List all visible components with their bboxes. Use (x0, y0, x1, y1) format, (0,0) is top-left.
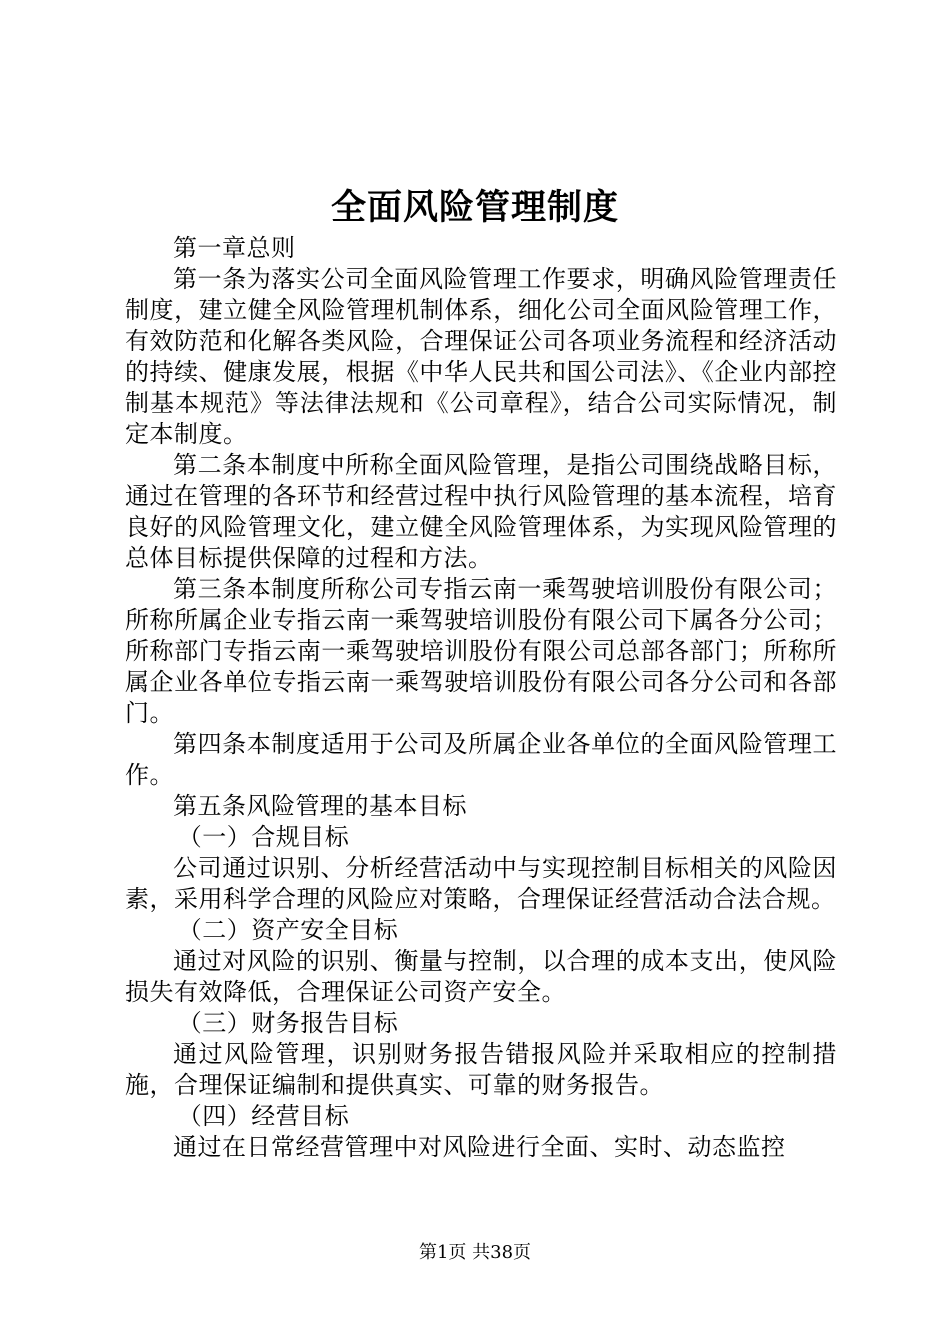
goal-1-heading: （一）合规目标 (177, 823, 350, 851)
article-1: 第一条为落实公司全面风险管理工作要求，明确风险管理责任制度，建立健全风险管理机制体系，细化公司全面风险管理工作，有效防范和化解各类风险，合理保证公司各项业务流程和经济活动的持续、健康发展，根据《中华人民共和国公司法》、《企业内部控制基本规范》等法律法规和《公司章程》，结合公司实际情况，制定本制度。 (125, 265, 837, 448)
document-body (125, 233, 837, 1163)
article-5: 第五条风险管理的基本目标 (173, 792, 467, 820)
article-4: 第四条本制度适用于公司及所属企业各单位的全面风险管理工作。 (125, 730, 837, 789)
goal-4-heading: （四）经营目标 (177, 1102, 350, 1130)
goal-1-text: 公司通过识别、分析经营活动中与实现控制目标相关的风险因素，采用科学合理的风险应对策略，合理保证经营活动合法合规。 (125, 854, 837, 913)
goal-2-heading: （二）资产安全目标 (177, 916, 399, 944)
goal-4-text: 通过在日常经营管理中对风险进行全面、实时、动态监控 (173, 1133, 786, 1161)
goal-2-text: 通过对风险的识别、衡量与控制，以合理的成本支出，使风险损失有效降低，合理保证公司资产安全。 (125, 947, 837, 1006)
document-title: 全面风险管理制度 (330, 188, 619, 228)
chapter-heading: 第一章总则 (173, 234, 296, 262)
article-3: 第三条本制度所称公司专指云南一乘驾驶培训股份有限公司；所称所属企业专指云南一乘驾驶培训股份有限公司下属各分公司；所称部门专指云南一乘驾驶培训股份有限公司总部各部门；所称所属企业各单位专指云南一乘驾驶培训股份有限公司各分公司和各部门。 (125, 575, 837, 727)
goal-3-text: 通过风险管理，识别财务报告错报风险并采取相应的控制措施，合理保证编制和提供真实、可靠的财务报告。 (125, 1040, 837, 1099)
page-footer: 第1页 共38页 (418, 1242, 532, 1263)
article-2: 第二条本制度中所称全面风险管理，是指公司围绕战略目标，通过在管理的各环节和经营过程中执行风险管理的基本流程，培育良好的风险管理文化，建立健全风险管理体系，为实现风险管理的总体目标提供保障的过程和方法。 (125, 451, 837, 572)
goal-3-heading: （三）财务报告目标 (177, 1009, 399, 1037)
